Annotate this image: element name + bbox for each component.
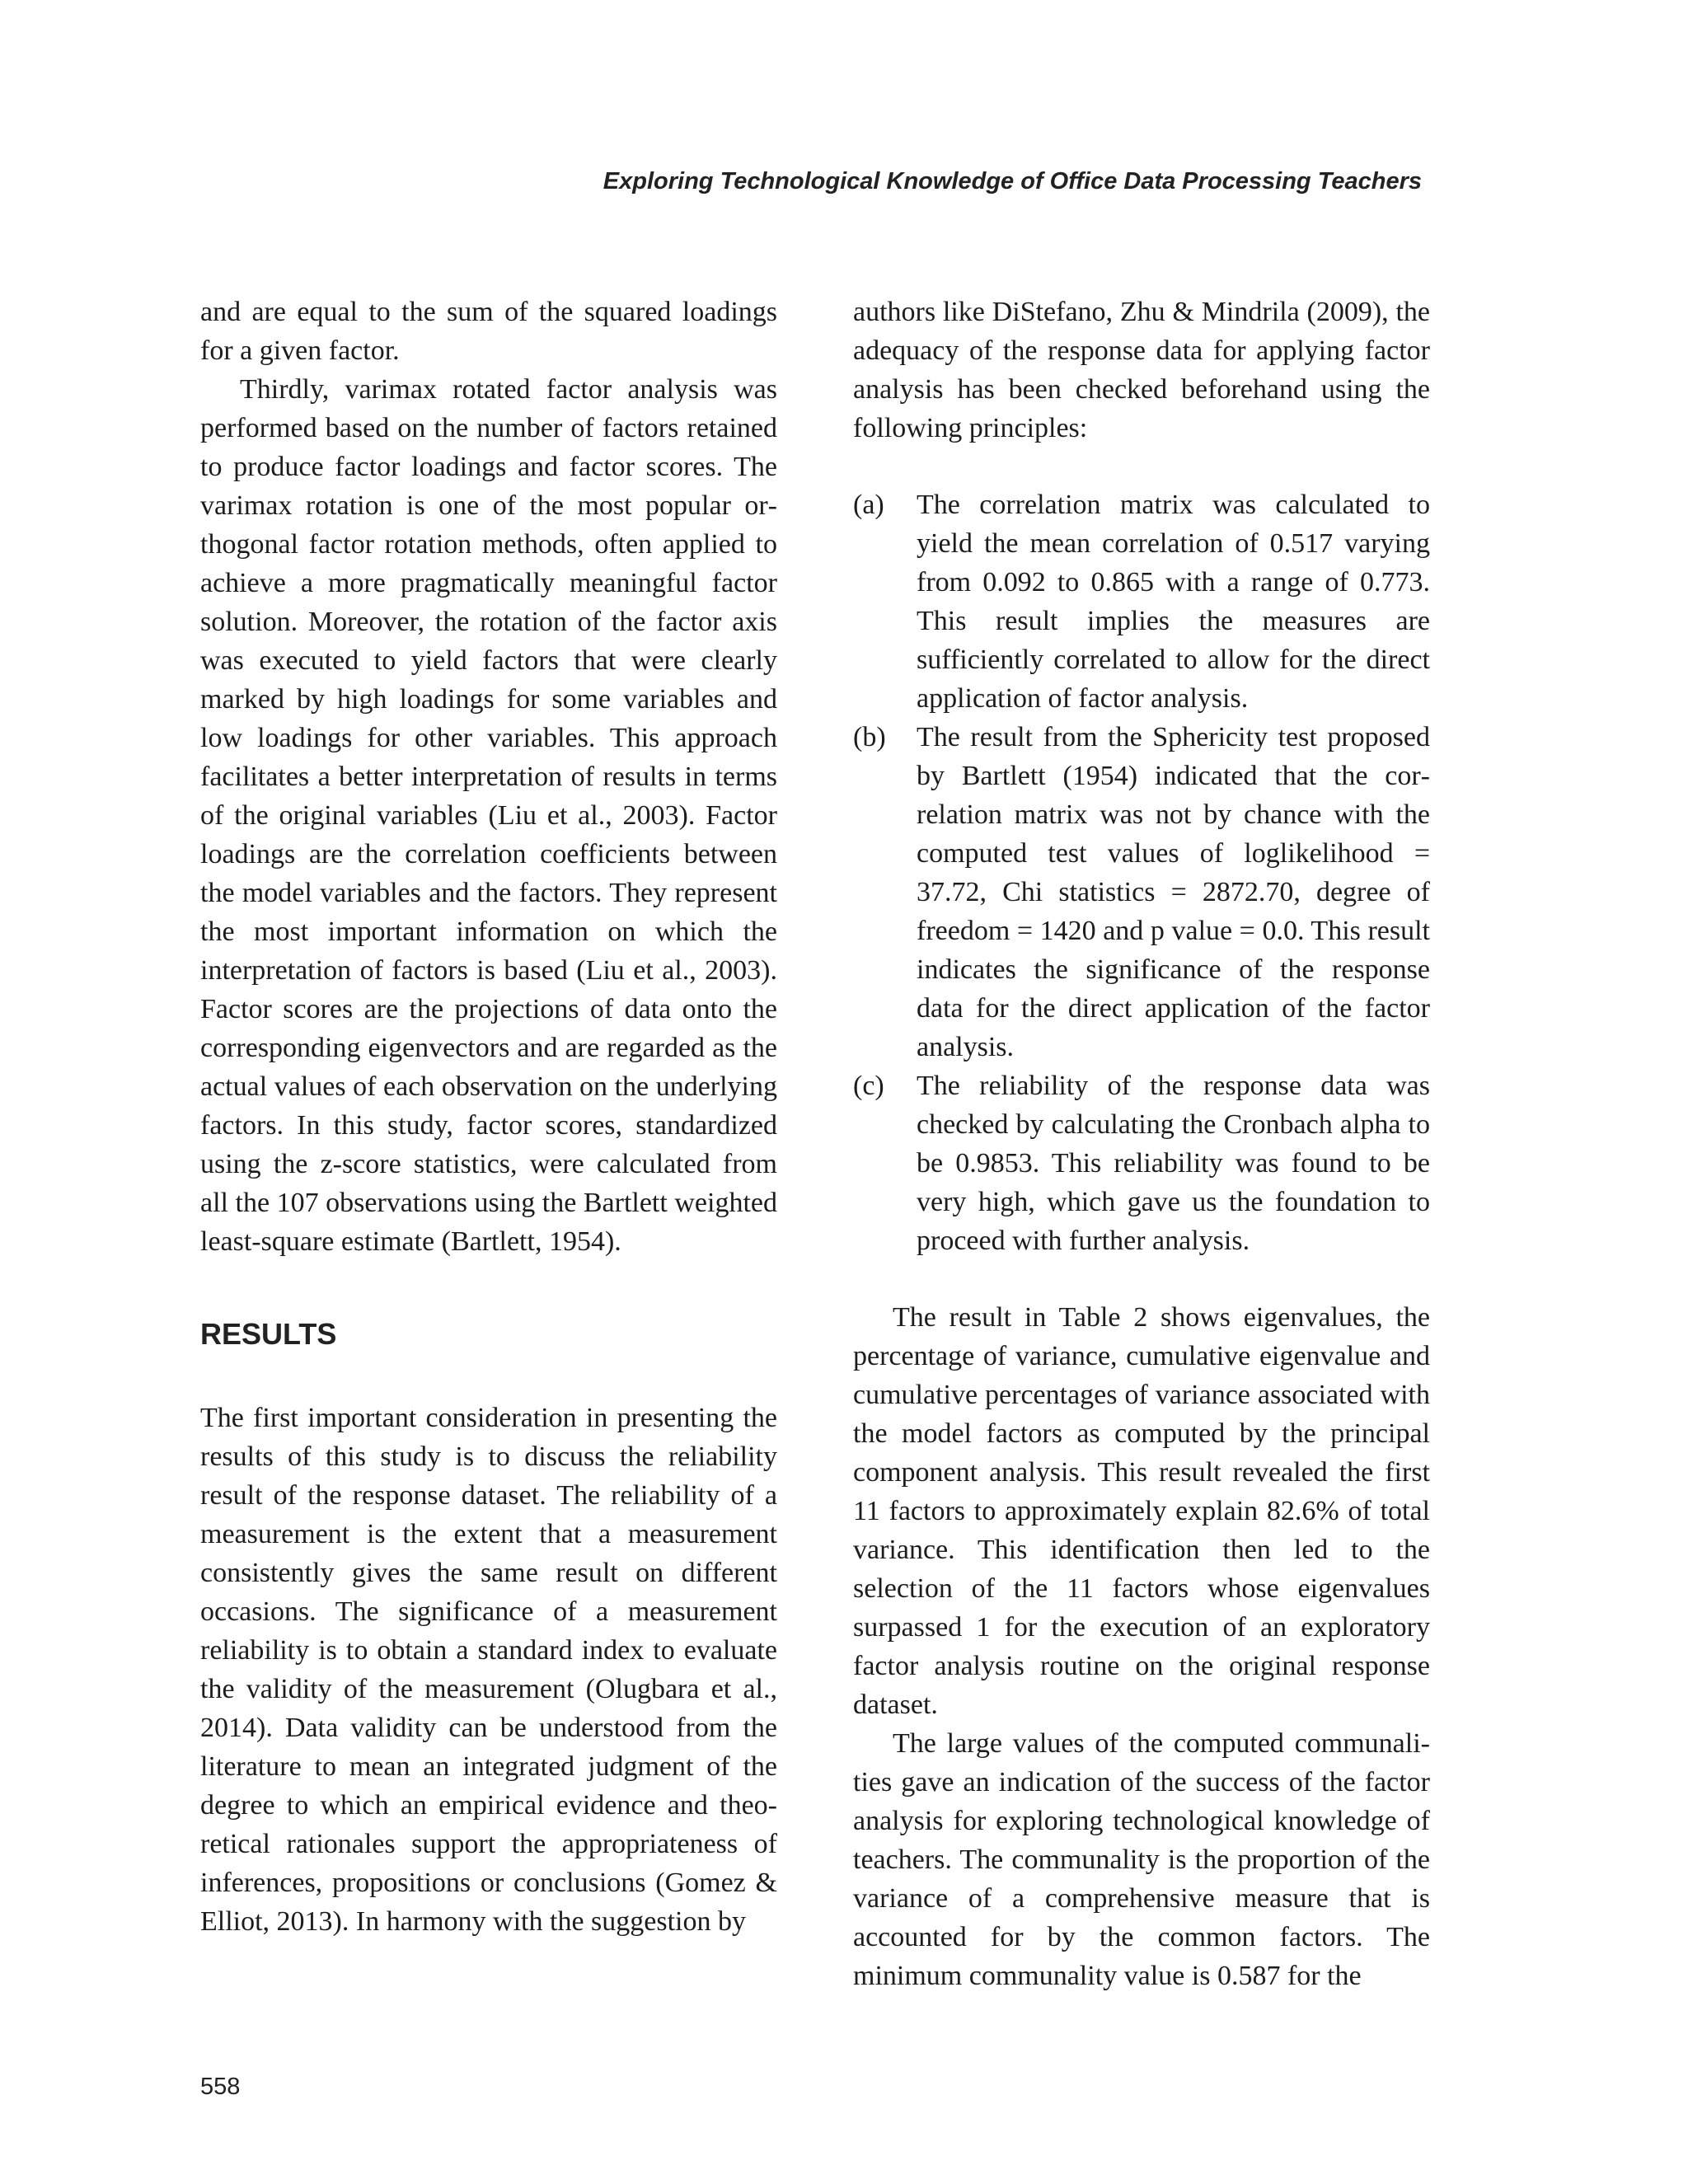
paragraph: authors like DiStefano, Zhu & Mindrila (2009), the adequacy of the response data for applying factor analysis has been checked beforehand using the following principles: xyxy=(853,297,1430,443)
list-item-label: (c) xyxy=(853,1071,884,1101)
paragraph: Thirdly, varimax rotated factor analysis was performed based on the number of factors retained to produce factor loadings and factor scores. The varimax rotation is one of the most popular orthogonal factor rotation methods, often applied to achieve a more pragmatically meaningful factor solution. Moreover, the rotation of the factor axis was executed to yield factors that were clearly marked by high loadings for some variables and low loadings for other variables. This approach facilitates a better interpretation of results in terms of the original variables (Liu et al., 2003). Factor loadings are the correlation coefficients between the model variables and the factors. They represent the most important information on which the interpretation of factors is based (Liu et al., 2003). Factor scores are the projections of data onto the corresponding eigenvectors and are regarded as the actual values of each observation on the underlying factors. In this study, factor scores, standardized using the z-score statistics, were calculated from all the 107 observations using the Bartlett weighted least-square estimate (Bartlett, 1954). xyxy=(200,374,777,1257)
paragraph: The result in Table 2 shows eigenvalues, the percentage of variance, cumulative eigenvalue and cumulative percentages of variance associated with the model factors as computed by the principal component analysis. This result revealed the first 11 factors to approximately explain 82.6% of total variance. This identification then led to the selection of the 11 factors whose eigenvalues surpassed 1 for the execution of an exploratory factor analysis routine on the original response dataset. xyxy=(853,1302,1430,1720)
right-column xyxy=(853,293,1430,1995)
page-number: 558 xyxy=(200,2074,241,2100)
running-header-title: Exploring Technological Knowledge of Office Data Processing Teachers xyxy=(603,168,1422,194)
left-column xyxy=(200,293,777,1941)
list-item xyxy=(853,1066,1430,1260)
section-heading-results: RESULTS xyxy=(200,1317,337,1351)
principles-list xyxy=(853,485,1430,1260)
list-item xyxy=(853,485,1430,718)
list-item-text: The correlation matrix was calculated to yield the mean correlation of 0.517 varying from 0.092 to 0.865 with a range of 0.773. This result implies the measures are sufficiently correlated to allow for the direct application of factor analysis. xyxy=(917,490,1430,714)
paragraph: The first important consideration in presenting the results of this study is to discuss the reliability result of the response dataset. The reliability of a measurement is the extent that a measurement consistently gives the same result on different occasions. The significance of a measurement reliability is to obtain a standard index to evaluate the validity of the measurement (Olugbara et al., 2014). Data validity can be understood from the literature to mean an integrated judgment of the degree to which an empirical evidence and theoretical rationales support the appropriateness of inferences, propositions or conclusions (Gomez & Elliot, 2013). In harmony with the suggestion by xyxy=(200,1403,777,1937)
list-item-text: The result from the Sphericity test proposed by Bartlett (1954) indicated that the correlation matrix was not by chance with the computed test values of loglikelihood = 37.72, Chi statistics = 2872.70, degree of freedom = 1420 and p value = 0.0. This result indicates the significance of the response data for the direct application of the factor analysis. xyxy=(917,722,1430,1062)
list-item-label: (b) xyxy=(853,722,886,752)
list-item-text: The reliability of the response data was checked by calculating the Cronbach alpha to be 0.9853. This reliability was found to be very high, which gave us the foundation to proceed with further analysis. xyxy=(917,1071,1430,1256)
paragraph: and are equal to the sum of the squared loadings for a given factor. xyxy=(200,297,777,366)
paragraph: The large values of the computed communalities gave an indication of the success of the factor analysis for exploring technological knowledge of teachers. The communality is the proportion of the variance of a comprehensive measure that is accounted for by the common factors. The minimum communality value is 0.587 for the xyxy=(853,1728,1430,1991)
list-item xyxy=(853,718,1430,1066)
list-item-label: (a) xyxy=(853,490,884,520)
